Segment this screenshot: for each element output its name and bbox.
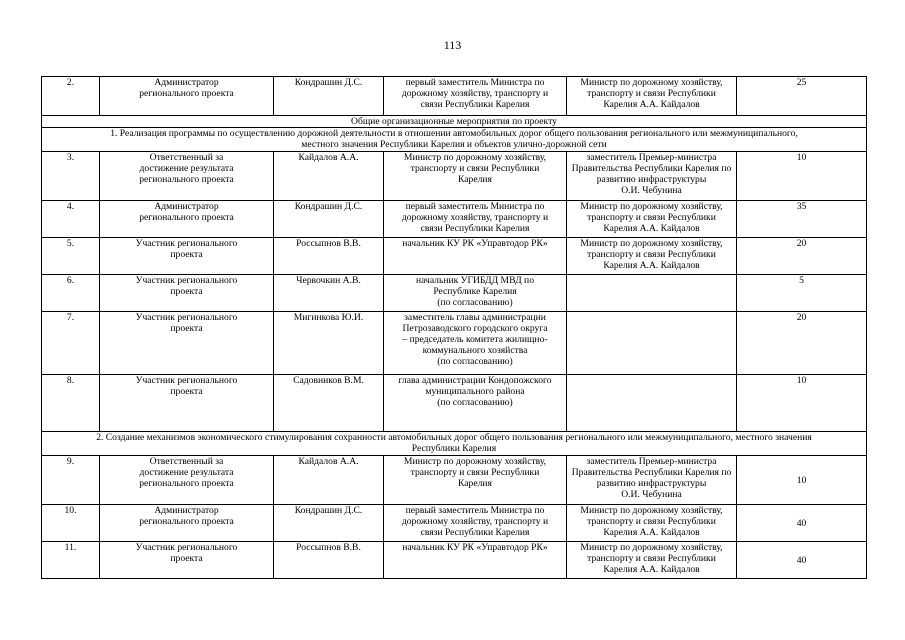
row-number: 6. [42, 275, 100, 312]
table-row [42, 505, 867, 542]
row-workload: 35 [737, 201, 867, 238]
row-workload: 10 [737, 375, 867, 432]
table-row [42, 456, 867, 505]
row-workload: 10 [737, 456, 867, 505]
table-row [42, 77, 867, 116]
row-name: Мигинкова Ю.И. [274, 312, 384, 375]
row-name: Кайдалов А.А. [274, 456, 384, 505]
table-row [42, 152, 867, 201]
row-name: Кондрашин Д.С. [274, 201, 384, 238]
page-number: 113 [443, 38, 462, 52]
row-number: 7. [42, 312, 100, 375]
table-row [42, 238, 867, 275]
row-supervisor [567, 375, 737, 432]
row-role: Участник регионального проекта [100, 312, 274, 375]
row-number: 2. [42, 77, 100, 116]
row-name: Кондрашин Д.С. [274, 505, 384, 542]
row-workload: 10 [737, 152, 867, 201]
row-position: начальник КУ РК «Управтодор РК» [384, 238, 567, 275]
row-supervisor: заместитель Премьер-министра Правительства Республики Карелия по развитию инфраструктуры О.И. Чебунина [567, 456, 737, 505]
row-name: Россыпнов В.В. [274, 238, 384, 275]
row-name: Кондрашин Д.С. [274, 77, 384, 116]
row-supervisor: Министр по дорожному хозяйству, транспорту и связи Республики Карелия А.А. Кайдалов [567, 77, 737, 116]
row-role: Администратор регионального проекта [100, 505, 274, 542]
row-role: Администратор регионального проекта [100, 201, 274, 238]
section-heading-general: Общие организационные мероприятия по проекту [42, 116, 867, 128]
table-row [42, 312, 867, 375]
row-name: Садовников В.М. [274, 375, 384, 432]
section-heading-2: 2. Создание механизмов экономического стимулирования сохранности автомобильных дорог общего пользования регионального или межмуниципального, местного значения Республики Карелия [42, 432, 867, 456]
row-position: Министр по дорожному хозяйству, транспорту и связи Республики Карелия [384, 456, 567, 505]
row-position: заместитель главы администрации Петрозаводского городского округа – председатель комитета жилищно- коммунального хозяйства (по согласованию) [384, 312, 567, 375]
row-number: 11. [42, 542, 100, 579]
row-role: Участник регионального проекта [100, 238, 274, 275]
table-row [42, 542, 867, 579]
row-role: Ответственный за достижение результата регионального проекта [100, 152, 274, 201]
row-name: Россыпнов В.В. [274, 542, 384, 579]
row-number: 5. [42, 238, 100, 275]
section-row [42, 128, 867, 152]
table-row [42, 201, 867, 238]
section-row [42, 116, 867, 128]
table-row [42, 375, 867, 432]
row-position: начальник КУ РК «Управтодор РК» [384, 542, 567, 579]
row-position: первый заместитель Министра по дорожному хозяйству, транспорту и связи Республики Карелия [384, 505, 567, 542]
row-supervisor: Министр по дорожному хозяйству, транспорту и связи Республики Карелия А.А. Кайдалов [567, 201, 737, 238]
row-supervisor [567, 312, 737, 375]
row-workload: 5 [737, 275, 867, 312]
row-position: глава администрации Кондопожского муниципального района (по согласованию) [384, 375, 567, 432]
row-workload: 20 [737, 238, 867, 275]
row-position: Министр по дорожному хозяйству, транспорту и связи Республики Карелия [384, 152, 567, 201]
row-name: Червочкин А.В. [274, 275, 384, 312]
row-position: первый заместитель Министра по дорожному хозяйству, транспорту и связи Республики Карелия [384, 201, 567, 238]
row-supervisor: Министр по дорожному хозяйству, транспорту и связи Республики Карелия А.А. Кайдалов [567, 542, 737, 579]
row-number: 10. [42, 505, 100, 542]
table-row [42, 275, 867, 312]
row-workload: 40 [737, 505, 867, 542]
row-role: Участник регионального проекта [100, 275, 274, 312]
row-position: первый заместитель Министра по дорожному хозяйству, транспорту и связи Республики Карелия [384, 77, 567, 116]
row-role: Участник регионального проекта [100, 542, 274, 579]
row-position: начальник УГИБДД МВД по Республике Карелия (по согласованию) [384, 275, 567, 312]
row-workload: 40 [737, 542, 867, 579]
row-workload: 25 [737, 77, 867, 116]
project-roster-table [41, 76, 867, 579]
row-role: Администратор регионального проекта [100, 77, 274, 116]
row-number: 9. [42, 456, 100, 505]
section-heading-1: 1. Реализация программы по осуществлению дорожной деятельности в отношении автомобильных дорог общего пользования регионального или межмуниципального, местного значения Республики Карелия и объектов улично-дорожной сети [42, 128, 867, 152]
row-number: 8. [42, 375, 100, 432]
row-number: 3. [42, 152, 100, 201]
row-supervisor: Министр по дорожному хозяйству, транспорту и связи Республики Карелия А.А. Кайдалов [567, 505, 737, 542]
row-supervisor: Министр по дорожному хозяйству, транспорту и связи Республики Карелия А.А. Кайдалов [567, 238, 737, 275]
row-role: Ответственный за достижение результата регионального проекта [100, 456, 274, 505]
row-role: Участник регионального проекта [100, 375, 274, 432]
section-row [42, 432, 867, 456]
row-number: 4. [42, 201, 100, 238]
row-supervisor: заместитель Премьер-министра Правительства Республики Карелия по развитию инфраструктуры О.И. Чебунина [567, 152, 737, 201]
row-workload: 20 [737, 312, 867, 375]
row-supervisor [567, 275, 737, 312]
row-name: Кайдалов А.А. [274, 152, 384, 201]
